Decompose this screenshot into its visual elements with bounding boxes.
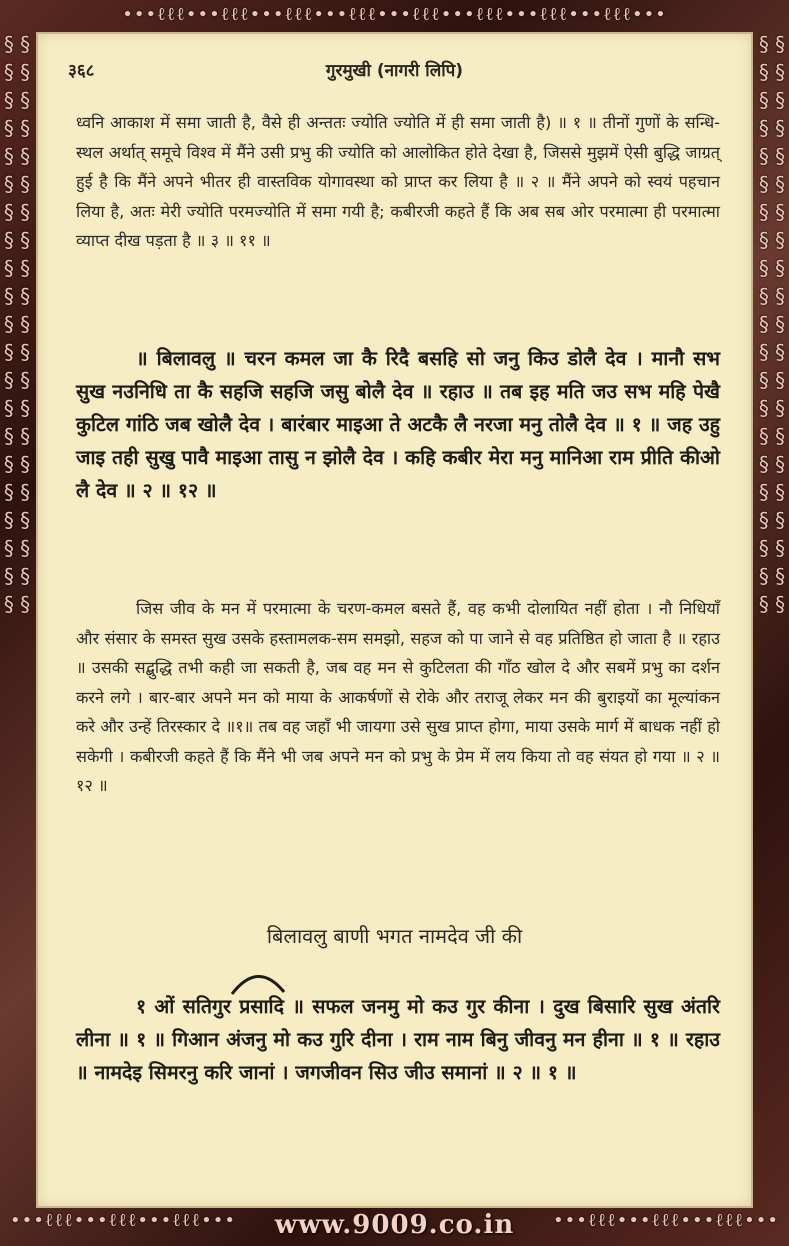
running-title: गुरमुखी (नागरी लिपि) [325, 61, 464, 81]
commentary-paragraph-1: ध्वनि आकाश में समा जाती है, वैसे ही अन्ततः ज्योति ज्योति में ही समा जाती है) ॥ १ ॥ तीनों गुणों के सन्धि-स्थल अर्थात् समूचे विश्व में मैंने उसी प्रभु की ज्योति को आलोकित होते देखा है, जिससे मुझमें ऐसी बुद्धि जाग्रत् हुई है कि मैंने अपने भीतर ही वास्तविक योगावस्था को प्राप्त कर लिया है ॥ २ ॥ मैंने अपने को स्वयं पहचान लिया है, अतः मेरी ज्योति परमज्योति में समा गयी है; कबीरजी कहते हैं कि अब सब ओर परमात्मा ही परमात्मा व्याप्त दीख पड़ता है ॥ ३ ॥ ११ ॥ [76, 113, 720, 250]
border-top-ornament: •••ℓℓℓ•••ℓℓℓ•••ℓℓℓ•••ℓℓℓ•••ℓℓℓ•••ℓℓℓ•••ℓℓℓ•••ℓℓℓ••• [122, 4, 667, 25]
book-page [36, 32, 753, 1208]
footer-website-url: www.9009.co.in [274, 1210, 515, 1240]
border-bottom-left-ornament: •••ℓℓℓ•••ℓℓℓ•••ℓℓℓ••• [10, 1210, 237, 1231]
page-number: ३६८ [68, 61, 95, 81]
verse-bilavalu-namdev: १ ओं सतिगुर प्रसादि ॥ सफल जनमु मो कउ गुर कीना । दुख बिसारि सुख अंतरि लीना ॥ १ ॥ गिआन अंजनु मो कउ गुरि दीना । राम नाम बिनु जीवनु मन हीना ॥ १ ॥ रहाउ ॥ नामदेइ सिमरनु करि जानां । जगजीवन सिउ जीउ समानां ॥ २ ॥ १ ॥ [76, 995, 720, 1084]
border-left-ornament: § § § § § § § § § § § § § § § § § § § § § § § § § § § § § § § § § § § § § § § § § § [3, 32, 31, 616]
section-title: बिलावलु बाणी भगत नामदेव जी की [266, 924, 523, 948]
border-right-ornament: § § § § § § § § § § § § § § § § § § § § § § § § § § § § § § § § § § § § § § § § § § [758, 32, 786, 616]
page-header [68, 58, 721, 84]
border-bottom-right-ornament: •••ℓℓℓ•••ℓℓℓ•••ℓℓℓ••• [552, 1210, 779, 1231]
commentary-paragraph-2: जिस जीव के मन में परमात्मा के चरण-कमल बसते हैं, वह कभी दोलायित नहीं होता । नौ निधियाँ और संसार के समस्त सुख उसके हस्तामलक-सम समझो, सहज को पा जाने से वह प्रतिष्ठित हो जाता है ॥ रहाउ ॥ उसकी सद्बुद्धि तभी कही जा सकती है, जब वह मन से कुटिलता की गाँठ खोल दे और सबमें प्रभु का दर्शन करने लगे । बार-बार अपने मन को माया के आकर्षणों से रोके और तराजू लेकर मन की बुराइयों का मूल्यांकन करे और उन्हें तिरस्कार दे ॥१॥ तब वह जहाँ भी जायगा उसे सुख प्राप्त होगा, माया उसके मार्ग में बाधक नहीं हो सकेगी । कबीरजी कहते हैं कि मैंने भी जब अपने मन को प्रभु के प्रेम में लय किया तो वह संयत हो गया ॥ २ ॥ १२ ॥ [76, 599, 720, 795]
verse-bilavalu-kabir: ॥ बिलावलु ॥ चरन कमल जा कै रिदै बसहि सो जनु किउ डोलै देव । मानौ सभ सुख नउनिधि ता कै सहजि सहजि जसु बोलै देव ॥ रहाउ ॥ तब इह मति जउ सभ महि पेखै कुटिल गांठि जब खोलै देव । बारंबार माइआ ते अटकै लै नरजा मनु तोलै देव ॥ १ ॥ जह उहु जाइ तही सुखु पावै माइआ तासु न झोलै देव । कहि कबीर मेरा मनु मानिआ राम प्रीति कीओ लै देव ॥ २ ॥ १२ ॥ [76, 347, 720, 502]
